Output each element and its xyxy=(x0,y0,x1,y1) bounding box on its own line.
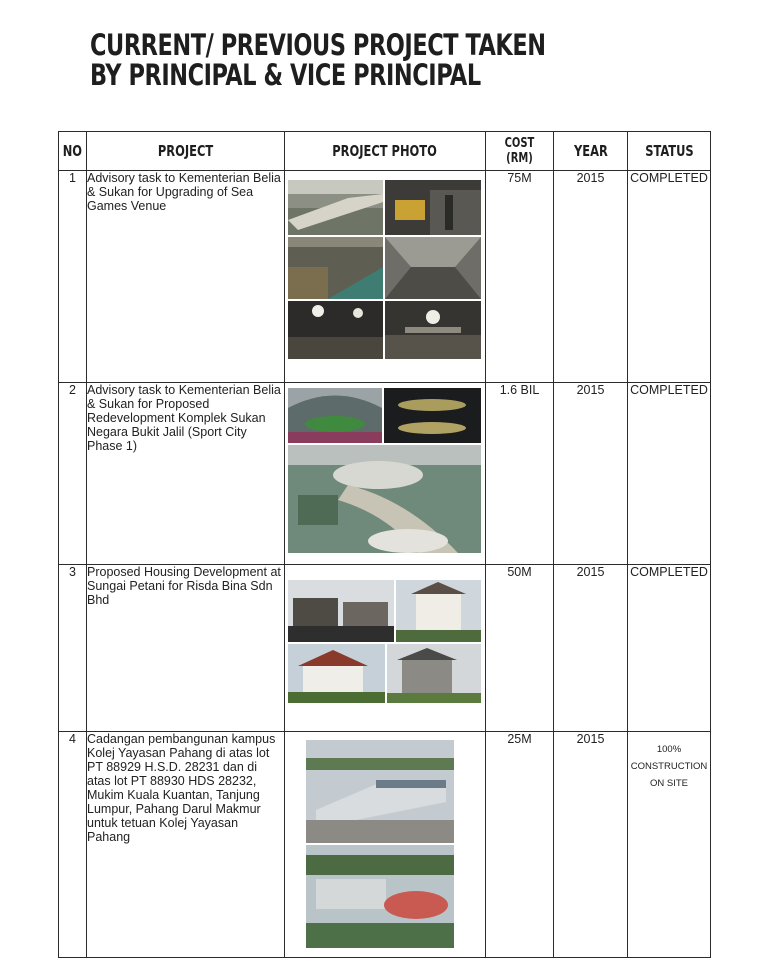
header-year: YEAR xyxy=(554,132,628,171)
year-value: 2015 xyxy=(554,171,628,383)
project-photo xyxy=(288,237,383,299)
year-value: 2015 xyxy=(554,383,628,565)
table-row xyxy=(59,732,711,958)
row-number: 3 xyxy=(59,565,87,732)
year-value: 2015 xyxy=(554,565,628,732)
header-project: PROJECT xyxy=(87,132,285,171)
header-no: NO xyxy=(59,132,87,171)
title-line-2: BY PRINCIPAL & VICE PRINCIPAL xyxy=(90,58,481,92)
title-line-1: CURRENT/ PREVIOUS PROJECT TAKEN xyxy=(90,28,546,62)
year-value: 2015 xyxy=(554,732,628,958)
project-photo xyxy=(288,301,383,359)
project-photo-collage xyxy=(285,383,486,565)
project-photo xyxy=(384,388,481,443)
project-photo xyxy=(387,644,481,703)
table-row xyxy=(59,383,711,565)
cost-value: 25M xyxy=(486,732,554,958)
project-photo-collage xyxy=(285,565,486,732)
project-description: Advisory task to Kementerian Belia & Sukan for Upgrading of Sea Games Venue xyxy=(87,171,285,383)
project-photo xyxy=(288,644,385,703)
status-value: COMPLETED xyxy=(628,565,711,732)
table-row xyxy=(59,171,711,383)
status-line: ON SITE xyxy=(649,778,688,789)
project-photo xyxy=(288,180,383,235)
header-status: STATUS xyxy=(628,132,711,171)
header-cost: COST (RM) xyxy=(486,132,554,171)
status-line: 100% xyxy=(656,744,682,755)
cost-value: 50M xyxy=(486,565,554,732)
project-description: Advisory task to Kementerian Belia & Sukan for Proposed Redevelopment Komplek Sukan Negara Bukit Jalil (Sport City Phase 1) xyxy=(87,383,285,565)
project-photo xyxy=(288,388,382,443)
project-photo xyxy=(306,845,454,948)
projects-table xyxy=(58,131,711,958)
project-photo-collage xyxy=(285,732,486,958)
row-number: 1 xyxy=(59,171,87,383)
project-photo xyxy=(306,740,454,843)
row-number: 2 xyxy=(59,383,87,565)
header-row xyxy=(59,132,711,171)
project-photo xyxy=(385,301,481,359)
header-photo: PROJECT PHOTO xyxy=(285,132,486,171)
project-photo xyxy=(288,445,481,553)
status-value: COMPLETED xyxy=(628,383,711,565)
page-title xyxy=(90,30,606,90)
project-photo xyxy=(396,580,481,642)
row-number: 4 xyxy=(59,732,87,958)
status-line: CONSTRUCTION xyxy=(630,761,708,772)
table-row xyxy=(59,565,711,732)
status-value xyxy=(628,732,711,958)
project-photo xyxy=(385,237,481,299)
project-description: Proposed Housing Development at Sungai Petani for Risda Bina Sdn Bhd xyxy=(87,565,285,732)
project-description: Cadangan pembangunan kampus Kolej Yayasan Pahang di atas lot PT 88929 H.S.D. 28231 dan di atas lot PT 88930 HDS 28232, Mukim Kuala Kuantan, Tanjung Lumpur, Pahang Darul Makmur untuk tetuan Kolej Yayasan Pahang xyxy=(87,732,285,958)
cost-value: 1.6 BIL xyxy=(486,383,554,565)
project-photo xyxy=(385,180,481,235)
cost-value: 75M xyxy=(486,171,554,383)
status-value: COMPLETED xyxy=(628,171,711,383)
project-photo xyxy=(288,580,394,642)
project-photo-collage xyxy=(285,171,486,383)
